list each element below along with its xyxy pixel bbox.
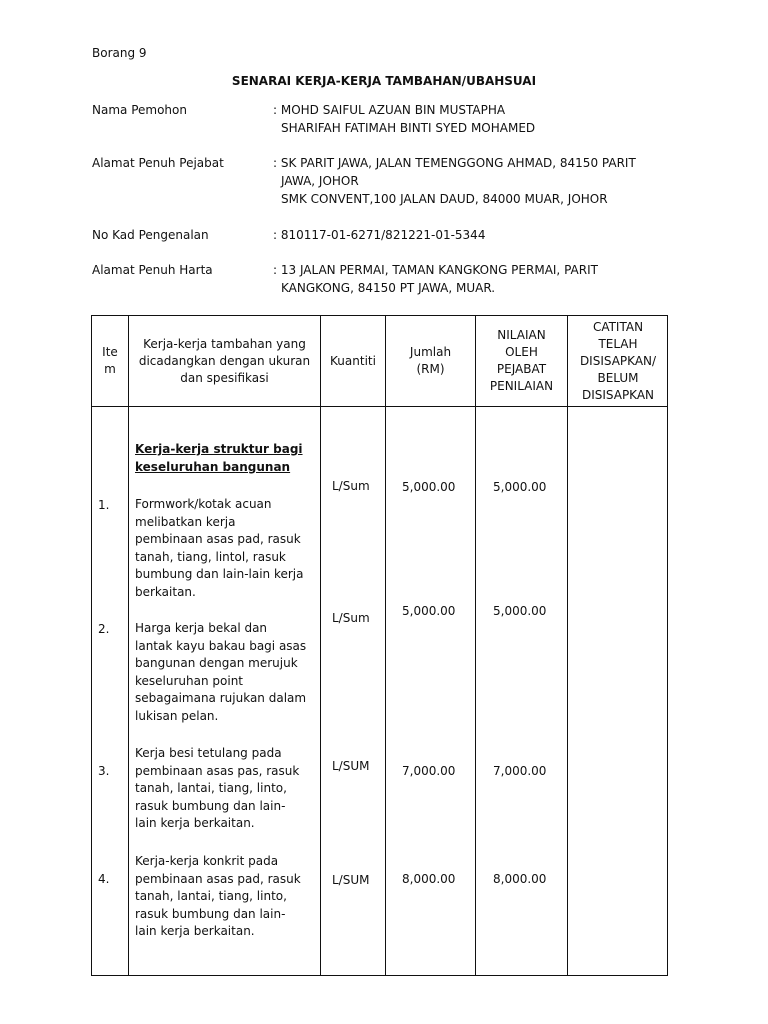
header-valuation-line: PEJABAT — [496, 362, 547, 376]
header-amount — [386, 316, 475, 406]
header-note-line: DISISAPKAN/ — [579, 353, 657, 368]
column-divider — [475, 316, 476, 975]
row-3-item: 3. — [98, 764, 110, 778]
form-number: Borang 9 — [92, 46, 147, 60]
row-1-description-line: tanah, tiang, lintol, rasuk — [135, 549, 286, 564]
row-4-description-line: rasuk bumbung dan lain- — [135, 906, 286, 921]
field-value-alamat-pejabat-3: SMK CONVENT,100 JALAN DAUD, 84000 MUAR, JOHOR — [281, 192, 608, 206]
header-item-line: m — [104, 362, 116, 376]
header-description-line: dan spesifikasi — [180, 370, 269, 385]
header-note-line: TELAH — [598, 336, 638, 351]
section-heading-line: keseluruhan bangunan — [135, 459, 291, 474]
row-1-valuation: 5,000.00 — [493, 480, 547, 494]
header-amount-line: Jumlah — [409, 345, 452, 359]
row-2-description-line: lukisan pelan. — [135, 708, 219, 723]
header-note — [568, 316, 668, 406]
row-1-description-line: Formwork/kotak acuan — [135, 497, 272, 511]
header-description — [129, 316, 320, 406]
row-2-amount: 5,000.00 — [402, 604, 456, 618]
row-3-description-line: Kerja besi tetulang pada — [135, 746, 282, 760]
row-4-valuation: 8,000.00 — [493, 872, 547, 886]
row-4-description-line: Kerja-kerja konkrit pada — [135, 854, 279, 868]
row-3-quantity: L/SUM — [332, 759, 370, 773]
header-quantity — [321, 316, 385, 406]
column-divider — [320, 316, 321, 975]
row-2-description-line: bangunan dengan merujuk — [135, 656, 298, 671]
field-value-no-kad: : 810117-01-6271/821221-01-5344 — [273, 228, 486, 242]
row-2-description-line: keseluruhan point — [135, 673, 243, 688]
row-2-item: 2. — [98, 622, 110, 636]
column-divider — [385, 316, 386, 975]
row-4-description-line: lain kerja berkaitan. — [135, 924, 255, 939]
header-note-line: CATITAN — [592, 319, 644, 334]
field-label-nama: Nama Pemohon — [92, 103, 187, 117]
row-1-description-line: melibatkan kerja — [135, 514, 236, 529]
header-amount-line: (RM) — [416, 362, 445, 376]
header-valuation-line: NILAIAN — [497, 328, 546, 342]
header-item — [92, 316, 128, 406]
header-item-line: Ite — [102, 345, 118, 359]
field-label-alamat-harta: Alamat Penuh Harta — [92, 263, 213, 277]
field-value-alamat-harta-2: KANGKONG, 84150 PT JAWA, MUAR. — [281, 281, 496, 295]
header-quantity-line: Kuantiti — [330, 353, 376, 368]
row-4-amount: 8,000.00 — [402, 872, 456, 886]
row-1-amount: 5,000.00 — [402, 480, 456, 494]
row-2-description-line: Harga kerja bekal dan — [135, 621, 268, 635]
header-note-line: DISISAPKAN — [581, 387, 655, 402]
header-note-line: BELUM — [597, 370, 639, 385]
field-label-no-kad: No Kad Pengenalan — [92, 228, 209, 242]
field-value-alamat-pejabat-2: JAWA, JOHOR — [281, 174, 359, 188]
row-3-description-line: rasuk bumbung dan lain- — [135, 798, 286, 813]
field-value-nama-1: : MOHD SAIFUL AZUAN BIN MUSTAPHA — [273, 103, 506, 117]
field-value-alamat-harta-1: : 13 JALAN PERMAI, TAMAN KANGKONG PERMAI, PARIT — [273, 263, 598, 277]
row-1-quantity: L/Sum — [332, 479, 370, 493]
row-1-description-line: pembinaan asas pad, rasuk — [135, 532, 301, 547]
row-3-description — [135, 745, 299, 833]
row-1-description — [135, 496, 304, 602]
row-2-description-line: sebagaimana rujukan dalam — [135, 691, 307, 706]
header-valuation-line: PENILAIAN — [489, 379, 554, 393]
section-heading-line: Kerja-kerja struktur bagi — [135, 442, 303, 456]
row-3-description-line: lain kerja berkaitan. — [135, 816, 255, 831]
row-2-description — [135, 620, 306, 726]
row-3-amount: 7,000.00 — [402, 764, 456, 778]
row-1-description-line: bumbung dan lain-lain kerja — [135, 567, 304, 582]
row-2-description-line: lantak kayu bakau bagi asas — [135, 638, 307, 653]
header-valuation — [476, 316, 567, 406]
row-2-quantity: L/Sum — [332, 611, 370, 625]
row-2-valuation: 5,000.00 — [493, 604, 547, 618]
header-divider — [92, 406, 667, 407]
row-4-quantity: L/SUM — [332, 873, 370, 887]
section-heading — [135, 441, 303, 476]
row-3-description-line: pembinaan asas pas, rasuk — [135, 763, 300, 778]
column-divider — [567, 316, 568, 975]
row-4-description — [135, 853, 301, 941]
row-4-item: 4. — [98, 872, 110, 886]
field-value-nama-2: SHARIFAH FATIMAH BINTI SYED MOHAMED — [281, 121, 536, 135]
field-value-alamat-pejabat-1: : SK PARIT JAWA, JALAN TEMENGGONG AHMAD, 84150 PARIT — [273, 156, 636, 170]
row-4-description-line: tanah, lantai, tiang, linto, — [135, 889, 287, 904]
row-3-valuation: 7,000.00 — [493, 764, 547, 778]
row-3-description-line: tanah, lantai, tiang, linto, — [135, 781, 287, 796]
header-description-line: dicadangkan dengan ukuran — [138, 353, 311, 368]
header-valuation-line: OLEH — [505, 345, 538, 359]
row-4-description-line: pembinaan asas pad, rasuk — [135, 871, 301, 886]
field-label-alamat-pejabat: Alamat Penuh Pejabat — [92, 156, 224, 170]
works-table — [91, 315, 668, 976]
header-description-line: Kerja-kerja tambahan yang — [143, 336, 306, 351]
column-divider — [128, 316, 129, 975]
row-1-item: 1. — [98, 498, 110, 512]
row-1-description-line: berkaitan. — [135, 584, 196, 599]
document-title: SENARAI KERJA-KERJA TAMBAHAN/UBAHSUAI — [231, 74, 537, 88]
